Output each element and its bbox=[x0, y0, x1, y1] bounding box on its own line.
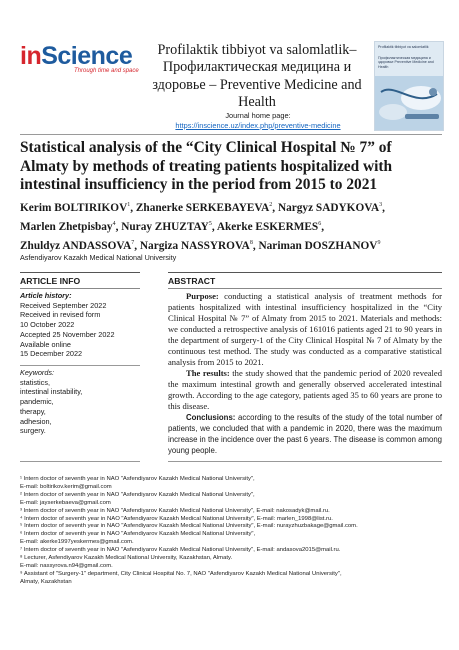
article-title: Statistical analysis of the “City Clinical Hospital № 7” of Almaty by methods of treating patients hospitalized with intestinal insufficiency in the period from 2015 to 2021 bbox=[20, 139, 393, 193]
author-list bbox=[20, 197, 442, 254]
author: Zhuldyz ANDASSOVA$^7$, bbox=[20, 239, 140, 252]
author: Nuray ZHUZTAY$^5$, bbox=[121, 220, 217, 233]
keyword: statistics, bbox=[20, 377, 51, 387]
footnotes bbox=[20, 476, 442, 587]
footnote-line: E-mail: jayserkebaeva@gmail.com bbox=[20, 499, 111, 506]
journal-title: Profilaktik tibbiyot va salomlatlik– Профилактическая медицина и здоровье – Preventive Medicine and Health bbox=[152, 42, 362, 110]
keyword: adhesion, bbox=[20, 416, 52, 426]
keyword: surgery. bbox=[20, 426, 46, 436]
logo-tagline: Through time and space bbox=[74, 68, 139, 74]
footnote-line: ⁸ Lecturer, Asfendiyarov Kazakh Medical National University, Kazakhstan, Almaty. bbox=[20, 555, 233, 562]
keyword: pandemic, bbox=[20, 397, 54, 407]
article-info-heading: ARTICLE INFO bbox=[20, 272, 140, 289]
article-history bbox=[20, 291, 140, 359]
author: Akerke ESKERMES$^6$, bbox=[216, 220, 325, 233]
abstract-conclusions: Conclusions: according to the results of the study of the total number of patients, we concluded that with a pandemic in 2020, there was the maximum increase in the incidence over the past 6 years. The disease is common among young people. bbox=[168, 413, 442, 455]
footnote-line: ¹ Intern doctor of seventh year in NAO "Asfendiyarov Kazakh Medical National University", bbox=[20, 476, 255, 482]
affiliation: Asfendiyarov Kazakh Medical National University bbox=[20, 253, 177, 262]
footnote-line: ⁴ Intern doctor of seventh year in NAO "Asfendiyarov Kazakh Medical National University", E-mail: marlen_1998@list.ru. bbox=[20, 515, 333, 522]
footnote-line: ² Intern doctor of seventh year in NAO "Asfendiyarov Kazakh Medical National University", bbox=[20, 491, 255, 498]
history-heading: Article history: bbox=[20, 291, 72, 300]
cover-title-2: Профилактическая медицина и здоровье Preventive Medicine and Health bbox=[378, 56, 434, 69]
abstract-bottom-divider bbox=[168, 461, 442, 462]
journal-logo bbox=[20, 42, 139, 74]
footnote-line: ⁵ Intern doctor of seventh year in NAO "Asfendiyarov Kazakh Medical National University", E-mail: nurayzhuzbakage@gmail.com. bbox=[20, 523, 358, 530]
keywords-heading: Keywords: bbox=[20, 368, 55, 377]
footnote-line: ³ Intern doctor of seventh year in NAO "Asfendiyarov Kazakh Medical National University", E-mail: nakosadyk@mail.ru. bbox=[20, 507, 330, 514]
info-bottom-divider bbox=[20, 461, 140, 462]
author: Marlen Zhetpisbay$^4$, bbox=[20, 220, 122, 233]
footnote-line: E-mail: boltirikov.kerim@gmail.com bbox=[20, 483, 112, 490]
cover-illustration bbox=[375, 42, 443, 130]
author: Nariman DOSZHANOV$^9$ bbox=[258, 239, 381, 252]
history-line: Received in revised form bbox=[20, 310, 101, 320]
abstract-heading: ABSTRACT bbox=[168, 272, 442, 289]
homepage-link[interactable]: https://inscience.uz/index.php/preventive-medicine bbox=[175, 121, 341, 130]
footnote-line: ⁹ Assistant of "Surgery-1" department, City Clinical Hospital No. 7, NAO "Asfendiyarov Kazakh Medical National University", bbox=[20, 570, 342, 577]
history-line: Received September 2022 bbox=[20, 300, 107, 310]
logo-wordmark bbox=[20, 42, 132, 70]
footnote-line: Almaty, Kazakhstan bbox=[20, 578, 72, 585]
footnote-line: E-mail: nassyrova.n94@gmail.com. bbox=[20, 562, 113, 569]
history-line: 10 October 2022 bbox=[20, 320, 75, 330]
author: Kerim BOLTIRIKOV$^1$, bbox=[20, 201, 136, 214]
author: Nargiza NASSYROVA$^8$, bbox=[139, 239, 259, 252]
history-line: Accepted 25 November 2022 bbox=[20, 329, 115, 339]
info-divider bbox=[20, 365, 140, 366]
logo-in: in bbox=[20, 42, 42, 70]
keyword: therapy, bbox=[20, 406, 46, 416]
abstract-results: The results: the study showed that the pandemic period of 2020 revealed the maximum intestinal growth and generally observed accelerated intestinal growth. According to the age category, patients aged 35 to 60 years are prone to this disease. bbox=[168, 368, 442, 411]
header-divider bbox=[20, 134, 442, 135]
abstract-body bbox=[168, 291, 442, 456]
history-line: 15 December 2022 bbox=[20, 349, 83, 359]
homepage-label: Journal home page: bbox=[225, 111, 291, 120]
author: Zhanerke SERKEBAYEVA$^2$, bbox=[135, 201, 278, 214]
keyword: intestinal instability, bbox=[20, 387, 83, 397]
footnote-line: E-mail: akerke1997yeskermes@gmail.com. bbox=[20, 539, 134, 546]
abstract-purpose: Purpose: conducting a statistical analysis of treatment methods for patients hospitalized with intestinal insufficiency hospitalized in the “City Clinical Hospital № 7” of Almaty from 2015 to 2021. Materials and methods: we conducted a retrospective analysis of 161016 patients aged 21 to 90 years in the department of surgery-1 of the City Clinical Hospital № 7 of Almaty by the continuous test method. The study was conducted as a comparative statistical analysis from 2015 to 2021. bbox=[168, 291, 442, 367]
history-line: Available online bbox=[20, 339, 71, 349]
cover-title-1: Profilaktik tibbiyot va salomlatlik bbox=[378, 45, 429, 49]
logo-science: Science bbox=[41, 42, 133, 70]
author: Nargyz SADYKOVA$^3$, bbox=[277, 201, 385, 214]
journal-homepage bbox=[150, 111, 366, 131]
footnote-line: ⁷ Intern doctor of seventh year in NAO "Asfendiyarov Kazakh Medical National University", E-mail: andasova2015@mail.ru. bbox=[20, 547, 341, 554]
journal-cover-image bbox=[374, 41, 444, 131]
footnote-line: ⁶ Intern doctor of seventh year in NAO "Asfendiyarov Kazakh Medical National University", bbox=[20, 531, 256, 538]
keywords bbox=[20, 368, 140, 436]
